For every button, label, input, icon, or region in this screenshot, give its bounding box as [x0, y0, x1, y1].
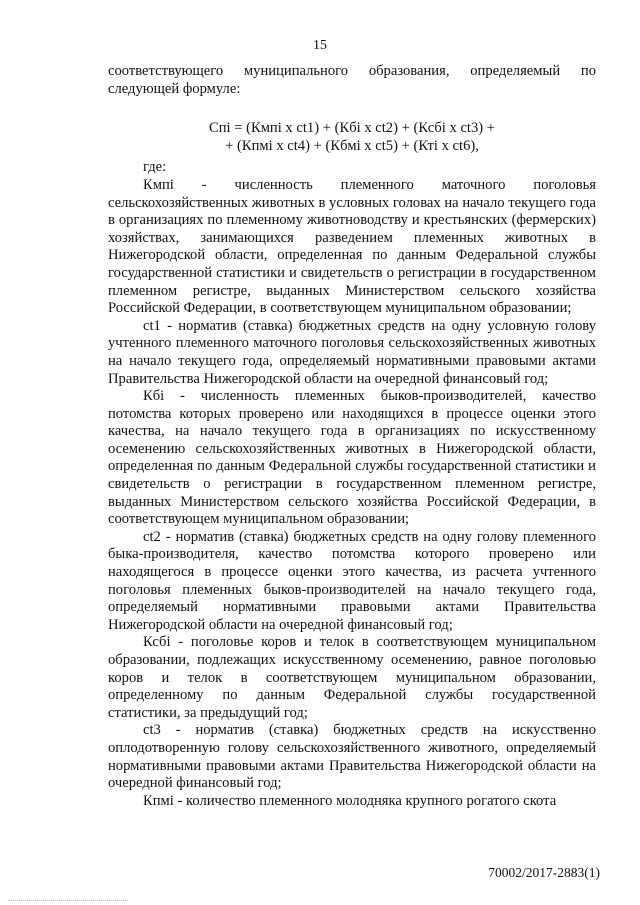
formula-line-2: + (Кпмi х ct4) + (Кбмi х ct5) + (Ктi х ct6),: [225, 137, 479, 154]
definition-ct3: ct3 - норматив (ставка) бюджетных средств на искусственно оплодотворенную голову сельскохозяйственного животного, определяемый нормативными правовыми актами Правительства Нижегородской области на очередной финансовый год;: [108, 722, 596, 792]
definition-kpmi: Кпмi - количество племенного молодняка крупного рогатого скота: [143, 792, 557, 809]
where-label: где:: [143, 159, 167, 176]
document-body: [108, 63, 596, 810]
definition-ksbi: Ксбi - поголовье коров и телок в соответствующем муниципальном образовании, подлежащих искусственному осеменению, равное поголовью коров и телок в соответствующем муниципальном образовании, определенному по данным Федеральной службы государственной статистики, за предыдущий год;: [108, 634, 596, 721]
definition-kmpi: Кмпi - численность племенного маточного поголовья сельскохозяйственных животных в условных головах на начало текущего года в организациях по племенному животноводству и крестьянских (фермерских) хозяйствах, занимающихся разведением племенных животных в Нижегородской области, определенная по данным Федеральной службы государственной статистики и свидетельств о регистрации в государственном племенном регистре, выданных Министерством сельского хозяйства Российской Федерации, в соответствующем муниципальном образовании;: [108, 176, 596, 317]
intro-paragraph: соответствующего муниципального образования, определяемый по следующей формуле:: [108, 63, 596, 97]
definition-ct1: ct1 - норматив (ставка) бюджетных средств на одну условную голову учтенного племенного маточного поголовья сельскохозяйственных животных на начало текущего года, определяемый нормативными правовыми актами Правительства Нижегородской области на очередной финансовый год;: [108, 317, 596, 387]
page-number: 15: [313, 38, 327, 53]
definition-ct2: ct2 - норматив (ставка) бюджетных средств на одну голову племенного быка-производителя, качество потомства которого проверено или находящегося в процессе оценки этого качества, из расчета учтенного поголовья племенных быков-производителей на начало текущего года, определяемый нормативными правовыми актами Правительства Нижегородской области на очередной финансовый год;: [108, 528, 596, 633]
document-code: 70002/2017-2883(1): [488, 865, 600, 880]
formula-line-1: Cпi = (Кмпi х ct1) + (Кбi х ct2) + (Ксбi х ct3) +: [208, 120, 496, 137]
scan-artifact-line: [8, 900, 128, 903]
definition-kbi: Кбi - численность племенных быков-производителей, качество потомства которых проверено или находящихся в процессе оценки этого качества, на начало текущего года в организациях по искусственному осеменению сельскохозяйственных животных в Нижегородской области, определенная по данным Федеральной службы государственной статистики и свидетельств о регистрации в государственном племенном регистре, выданных Министерством сельского хозяйства Российской Федерации, в соответствующем муниципальном образовании;: [108, 388, 596, 528]
